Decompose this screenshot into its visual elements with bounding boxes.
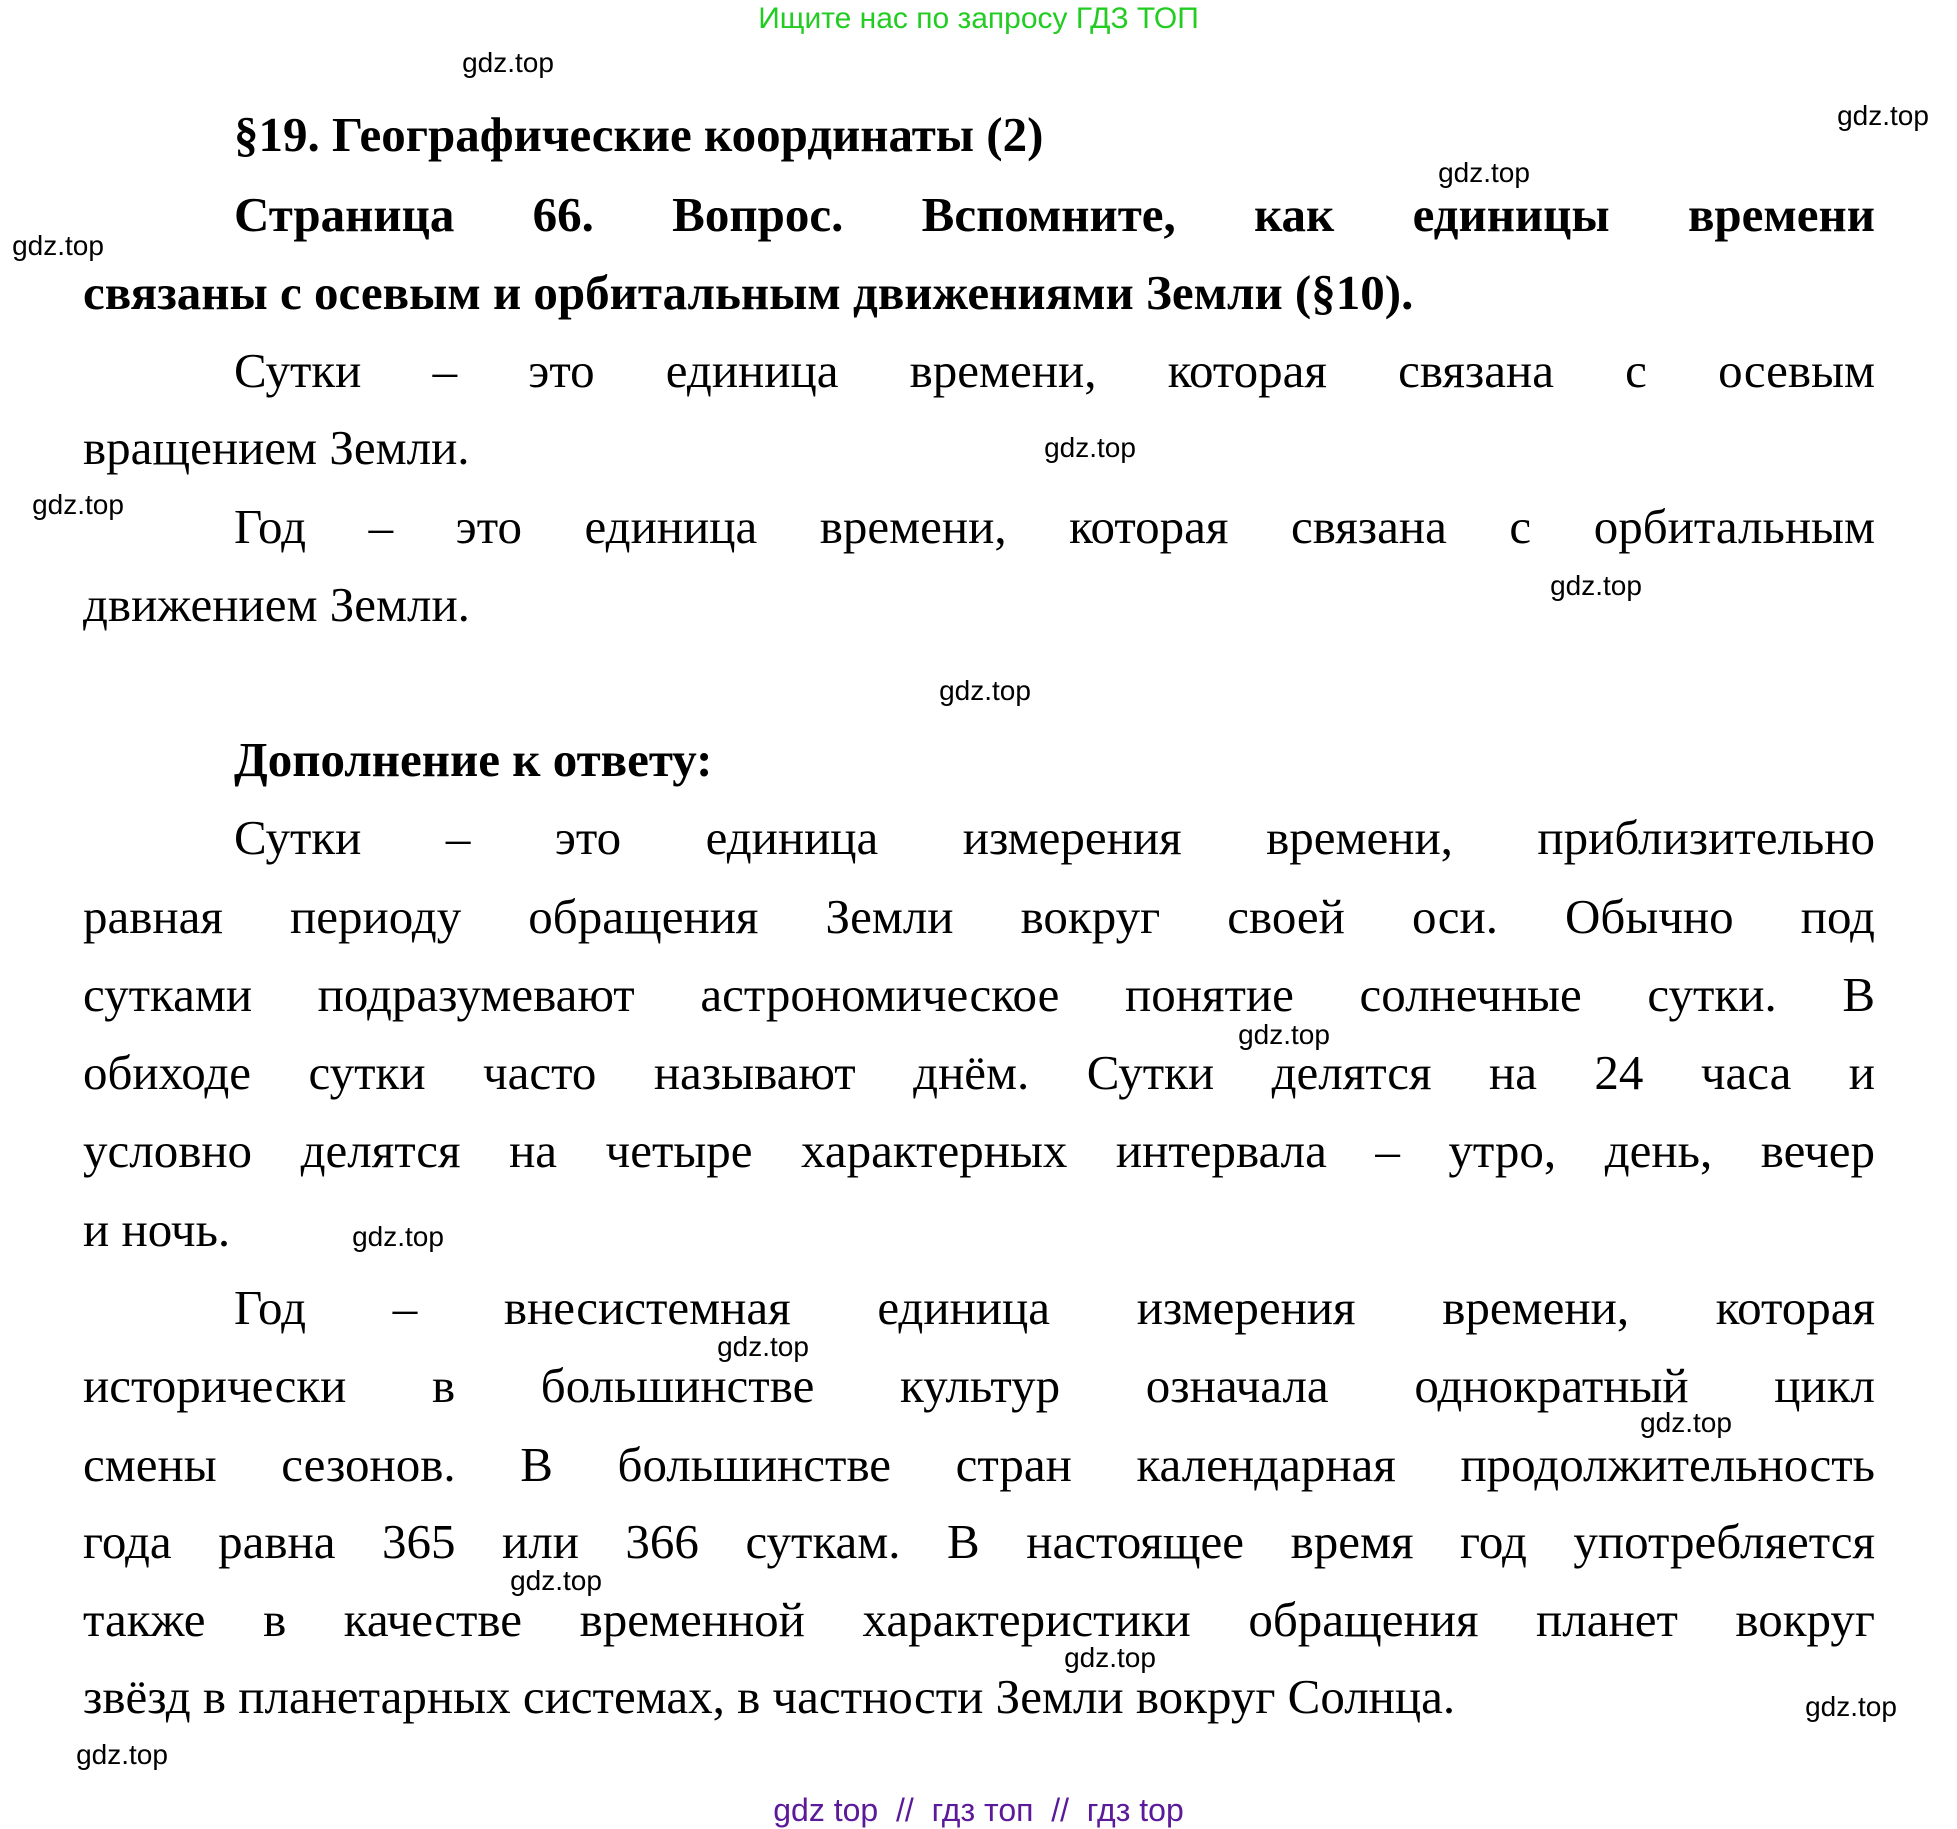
watermark: gdz.top bbox=[12, 230, 104, 261]
addition-line: Год – внесистемная единица измерения времени, которая bbox=[234, 1280, 1875, 1335]
watermark: gdz.top bbox=[462, 47, 554, 78]
addition-line: и ночь. bbox=[83, 1202, 231, 1257]
watermark: gdz.top bbox=[1550, 570, 1642, 601]
addition-line: сутками подразумевают астрономическое понятие солнечные сутки. В bbox=[83, 967, 1875, 1022]
watermark: gdz.top bbox=[1044, 432, 1136, 463]
addition-line: года равна 365 или 366 суткам. В настоящее время год употребляется bbox=[83, 1514, 1875, 1569]
question-line: связаны с осевым и орбитальным движениями Земли (§10). bbox=[83, 265, 1414, 320]
watermark: gdz.top bbox=[1805, 1691, 1897, 1722]
watermark: gdz.top bbox=[717, 1331, 809, 1362]
footer-links[interactable]: gdz top // гдз топ // гдз top bbox=[773, 1792, 1184, 1828]
addition-heading: Дополнение к ответу: bbox=[234, 732, 713, 787]
question-line: Страница 66. Вопрос. Вспомните, как единицы времени bbox=[234, 187, 1875, 242]
watermark: gdz.top bbox=[352, 1221, 444, 1252]
watermark: gdz.top bbox=[32, 489, 124, 520]
watermark: gdz.top bbox=[1238, 1019, 1330, 1050]
answer-line: Сутки – это единица времени, которая связана с осевым bbox=[234, 343, 1875, 398]
addition-line: равная периоду обращения Земли вокруг своей оси. Обычно под bbox=[83, 889, 1875, 944]
addition-line: обиходе сутки часто называют днём. Сутки делятся на 24 часа и bbox=[83, 1045, 1875, 1100]
section-title: §19. Географические координаты (2) bbox=[234, 107, 1044, 162]
addition-line: Сутки – это единица измерения времени, приблизительно bbox=[234, 810, 1875, 865]
addition-line: смены сезонов. В большинстве стран календарная продолжительность bbox=[83, 1437, 1875, 1492]
answer-line: вращением Земли. bbox=[83, 420, 470, 475]
watermark: gdz.top bbox=[76, 1739, 168, 1770]
watermark: gdz.top bbox=[1064, 1642, 1156, 1673]
watermark: gdz.top bbox=[939, 675, 1031, 706]
watermark: gdz.top bbox=[1640, 1407, 1732, 1438]
watermark: gdz.top bbox=[1837, 100, 1929, 131]
addition-line: условно делятся на четыре характерных интервала – утро, день, вечер bbox=[83, 1123, 1875, 1178]
addition-line: также в качестве временной характеристики обращения планет вокруг bbox=[83, 1592, 1875, 1647]
addition-line: исторически в большинстве культур означала однократный цикл bbox=[83, 1358, 1875, 1413]
watermark: gdz.top bbox=[510, 1565, 602, 1596]
top-banner[interactable]: Ищите нас по запросу ГДЗ ТОП bbox=[758, 2, 1199, 35]
watermark: gdz.top bbox=[1438, 157, 1530, 188]
answer-line: движением Земли. bbox=[83, 577, 470, 632]
addition-line: звёзд в планетарных системах, в частности Земли вокруг Солнца. bbox=[83, 1669, 1456, 1724]
answer-line: Год – это единица времени, которая связана с орбитальным bbox=[234, 499, 1875, 554]
